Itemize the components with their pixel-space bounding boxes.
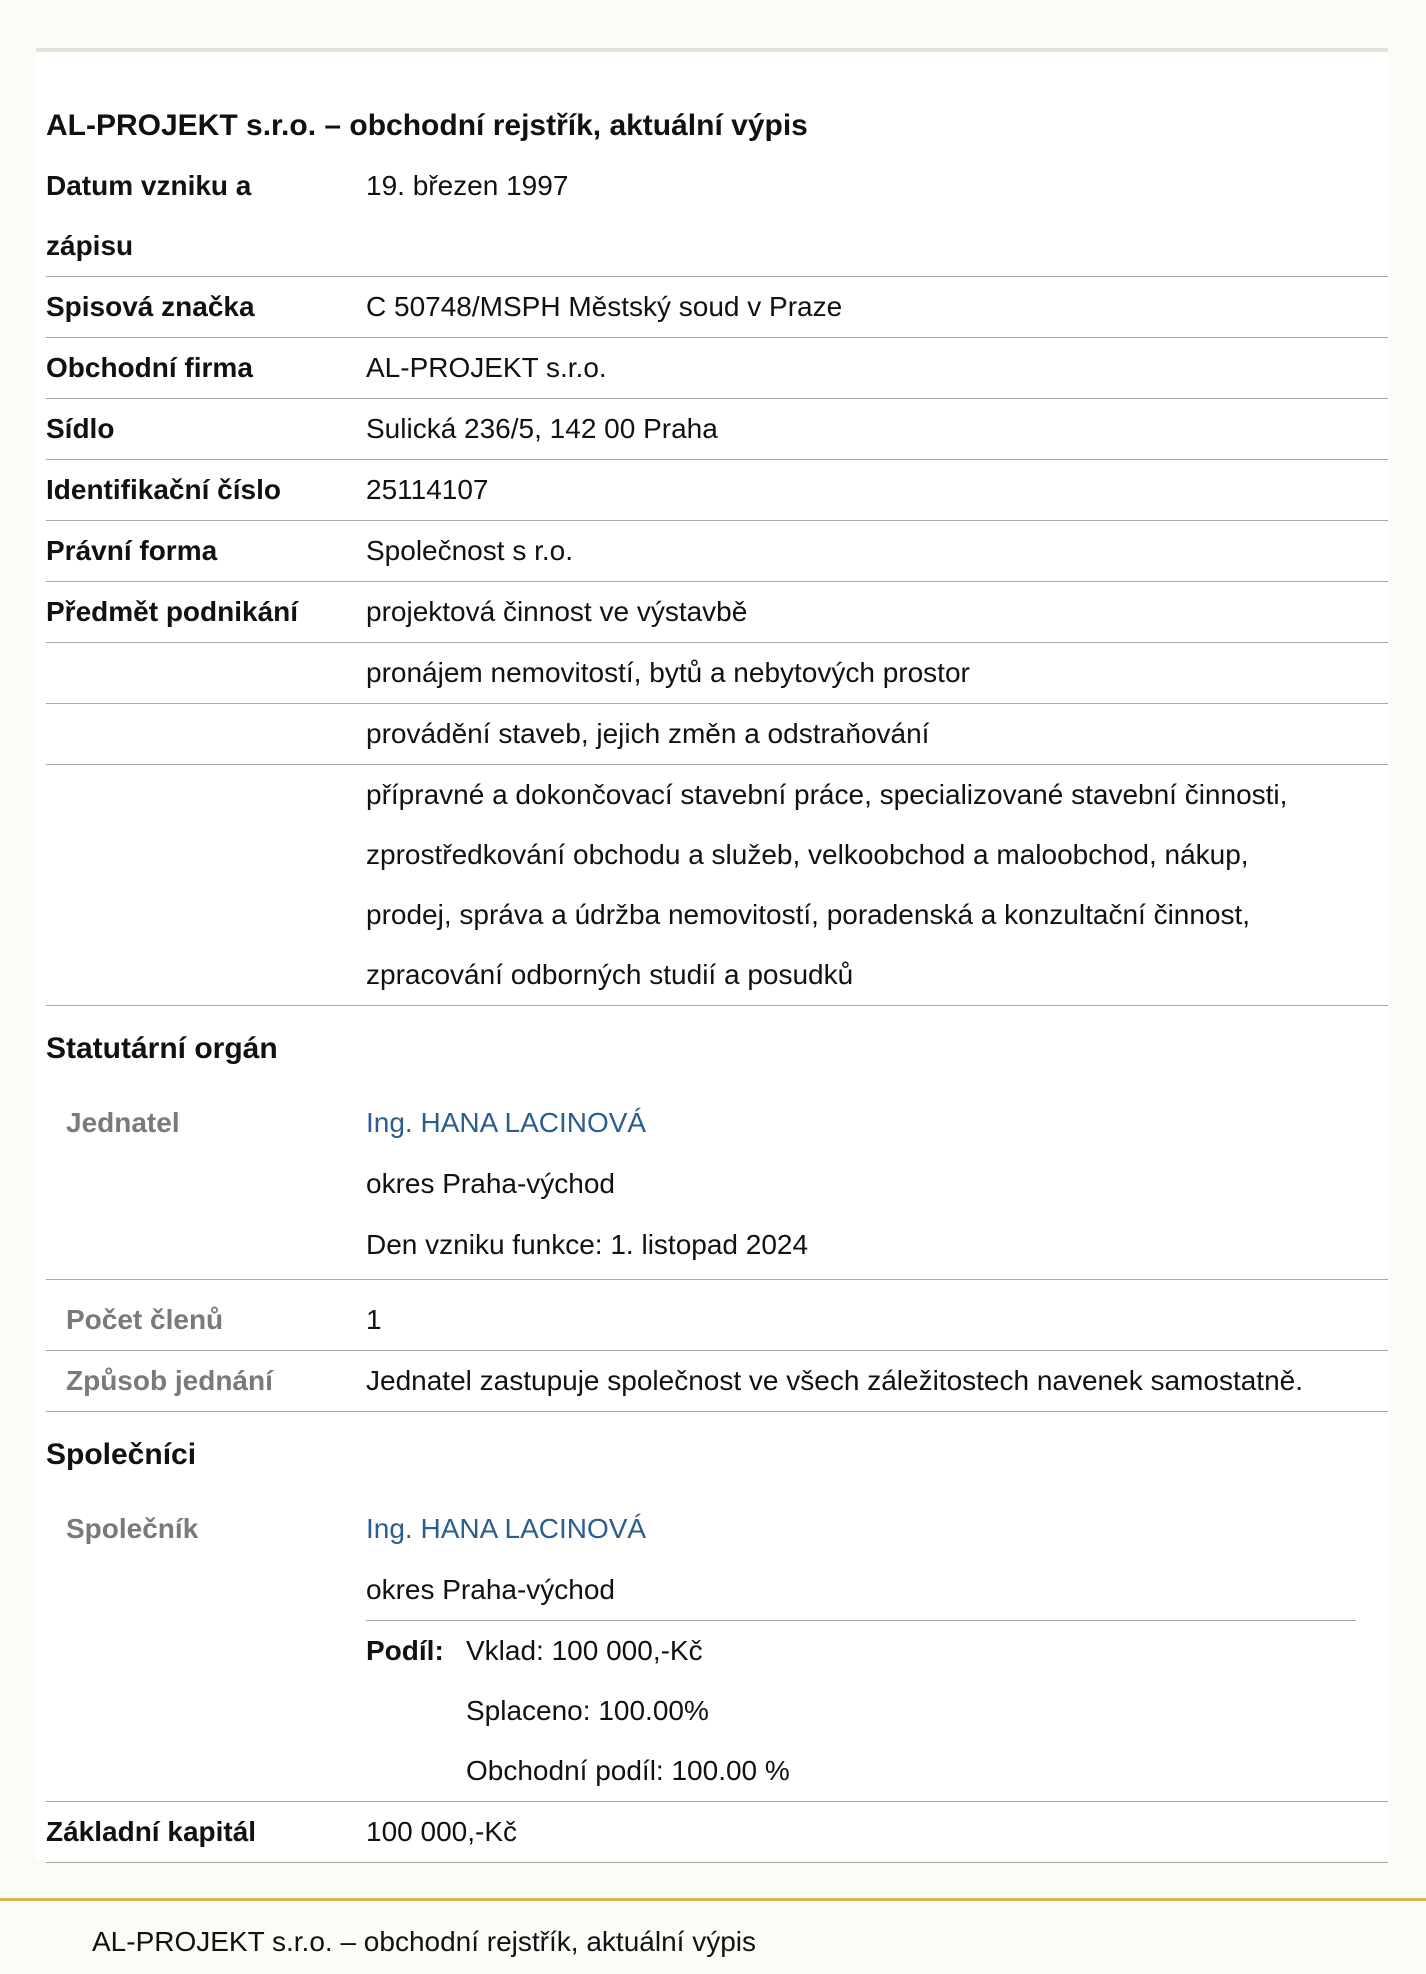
- podil-block: [366, 1621, 1388, 1801]
- section-statutarni-organ: Statutární orgán: [46, 1032, 278, 1065]
- row-value: [366, 1092, 1388, 1275]
- row-predmet-item: [46, 704, 1388, 765]
- predmet-item: projektová činnost ve výstavbě: [366, 596, 748, 627]
- row-ico: [46, 460, 1388, 521]
- row-sidlo: [46, 399, 1388, 460]
- row-value: [366, 1498, 1388, 1801]
- row-predmet-item: [46, 643, 1388, 704]
- predmet-item: pronájem nemovitostí, bytů a nebytových prostor: [366, 657, 970, 688]
- podil-values: [466, 1621, 790, 1801]
- spolecnik-name-link[interactable]: Ing. HANA LACINOVÁ: [366, 1513, 647, 1544]
- row-predmet-item: [46, 765, 1388, 1006]
- jednatel-den-vzniku: Den vzniku funkce: 1. listopad 2024: [366, 1229, 809, 1260]
- row-zakladni-kapital: [46, 1802, 1388, 1863]
- row-label-empty: [46, 643, 366, 703]
- predmet-item-multiline: [366, 765, 1388, 1005]
- row-label-empty: [46, 704, 366, 764]
- predmet-line: prodej, správa a údržba nemovitostí, poradenská a konzultační činnost,: [366, 899, 1251, 930]
- predmet-item: provádění staveb, jejich změn a odstraňování: [366, 718, 930, 749]
- predmet-line: zprostředkování obchodu a služeb, velkoobchod a maloobchod, nákup,: [366, 839, 1249, 870]
- row-label-empty: [46, 765, 366, 1005]
- row-label-line1: Datum vzniku a: [46, 170, 252, 201]
- row-value: Sulická 236/5, 142 00 Praha: [366, 413, 718, 444]
- row-spisova-znacka: [46, 277, 1388, 338]
- row-datum-vzniku: [46, 156, 1388, 277]
- row-label: Právní forma: [46, 535, 218, 566]
- page-title: AL-PROJEKT s.r.o. – obchodní rejstřík, aktuální výpis: [46, 109, 808, 142]
- row-pravni-forma: [46, 521, 1388, 582]
- section-spolecnici: Společníci: [46, 1438, 197, 1471]
- jednatel-name-link[interactable]: Ing. HANA LACINOVÁ: [366, 1107, 647, 1138]
- jednatel-okres: okres Praha-východ: [366, 1168, 616, 1199]
- row-value: Jednatel zastupuje společnost ve všech záležitostech navenek samostatně.: [366, 1365, 1304, 1396]
- row-predmet-podnikani: [46, 582, 1388, 643]
- predmet-line: přípravné a dokončovací stavební práce, specializované stavební činnosti,: [366, 779, 1288, 810]
- row-label: Předmět podnikání: [46, 596, 299, 627]
- row-value: 19. březen 1997: [366, 170, 569, 201]
- row-label: Identifikační číslo: [46, 474, 281, 505]
- row-value: 100 000,-Kč: [366, 1816, 517, 1847]
- podil-obchodni: Obchodní podíl: 100.00 %: [466, 1755, 790, 1786]
- row-value: Společnost s r.o.: [366, 535, 574, 566]
- row-label: Obchodní firma: [46, 352, 253, 383]
- row-label: Jednatel: [66, 1107, 180, 1138]
- register-card: [36, 52, 1388, 1860]
- row-label: Společník: [66, 1513, 199, 1544]
- row-jednatel: [46, 1092, 1388, 1280]
- footer-divider: [0, 1898, 1426, 1901]
- spolecnik-okres: okres Praha-východ: [366, 1574, 616, 1605]
- row-spolecnik: [46, 1498, 1388, 1802]
- podil-label: Podíl:: [366, 1635, 444, 1666]
- row-label: Způsob jednání: [66, 1365, 273, 1396]
- row-label: Základní kapitál: [46, 1816, 257, 1847]
- predmet-line: zpracování odborných studií a posudků: [366, 959, 854, 990]
- footer-text: AL-PROJEKT s.r.o. – obchodní rejstřík, aktuální výpis: [92, 1926, 756, 1957]
- podil-splaceno: Splaceno: 100.00%: [466, 1695, 709, 1726]
- row-value: 1: [366, 1304, 382, 1335]
- row-label: Sídlo: [46, 413, 115, 444]
- row-label-line2: zápisu: [46, 230, 134, 261]
- row-pocet-clenu: [46, 1280, 1388, 1351]
- row-obchodni-firma: [46, 338, 1388, 399]
- podil-vklad: Vklad: 100 000,-Kč: [466, 1635, 703, 1666]
- row-zpusob-jednani: [46, 1351, 1388, 1412]
- row-value: 25114107: [366, 474, 489, 505]
- row-label: [46, 156, 366, 276]
- row-label: Počet členů: [66, 1304, 224, 1335]
- row-label: Spisová značka: [46, 291, 255, 322]
- row-value: C 50748/MSPH Městský soud v Praze: [366, 291, 843, 322]
- register-content: [46, 96, 1388, 1863]
- row-value: AL-PROJEKT s.r.o.: [366, 352, 607, 383]
